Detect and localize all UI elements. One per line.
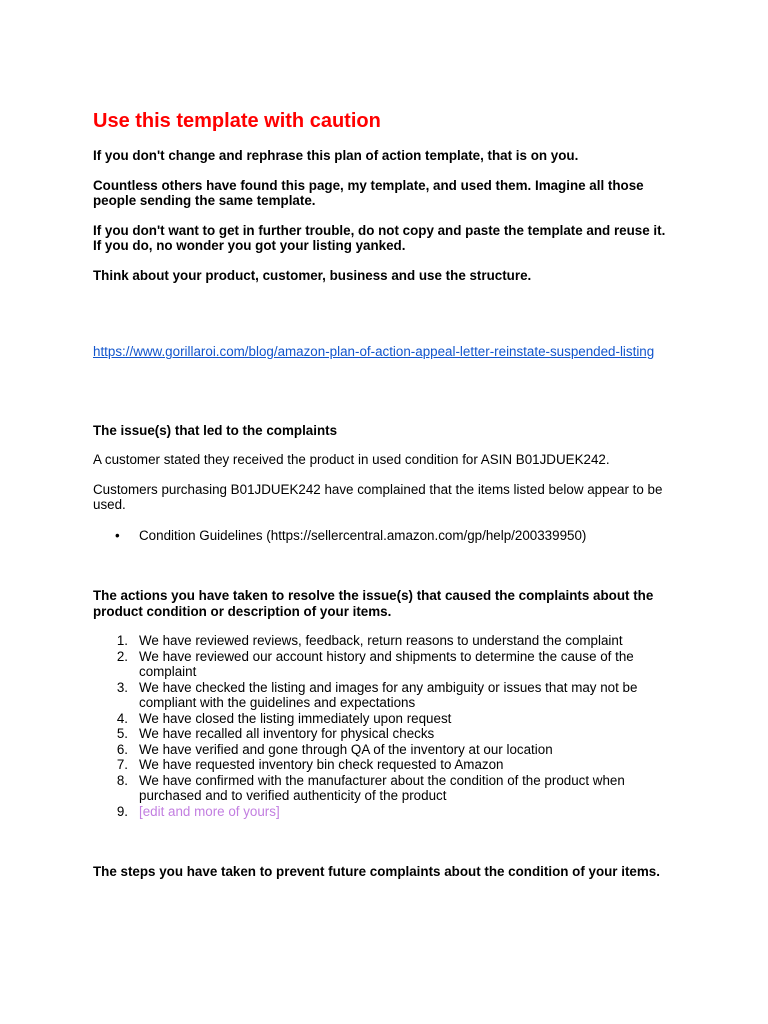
list-item-text: We have reviewed our account history and shipments to determine the cause of the complaint [139, 648, 634, 679]
bullet-marker: • [115, 527, 120, 543]
list-item-text: We have verified and gone through QA of the inventory at our location [139, 741, 553, 757]
guidelines-bullet-list [93, 528, 673, 544]
list-item [93, 804, 673, 820]
warning-paragraph: If you don't want to get in further trouble, do not copy and paste the template and reuse it. If you do, no wonder you got your listing yanked. [93, 222, 666, 253]
placeholder-text: [edit and more of yours] [139, 803, 280, 819]
warning-paragraph: If you don't change and rephrase this plan of action template, that is on you. [93, 148, 579, 163]
section-heading-issues: The issue(s) that led to the complaints [93, 422, 338, 438]
list-item [93, 773, 673, 804]
list-number: 1. [116, 633, 128, 648]
issue-paragraph: A customer stated they received the product in used condition for ASIN B01JDUEK242. [93, 452, 610, 467]
list-item-text: We have checked the listing and images for any ambiguity or issues that may not be compliant with the guidelines and expectations [139, 679, 638, 710]
warning-paragraph: Countless others have found this page, my template, and used them. Imagine all those people sending the same template. [93, 177, 644, 208]
list-number: 6. [116, 741, 128, 757]
page-title: Use this template with caution [93, 110, 381, 132]
list-item [93, 633, 673, 649]
actions-numbered-list [93, 633, 673, 819]
list-item [93, 711, 673, 727]
list-item [93, 726, 673, 742]
document-body [93, 108, 673, 880]
list-item-text: We have reviewed reviews, feedback, return reasons to understand the complaint [139, 633, 623, 648]
list-item-text: Condition Guidelines (https://sellercentral.amazon.com/gp/help/200339950) [139, 527, 587, 543]
list-item [93, 680, 673, 711]
list-item [93, 528, 673, 544]
section-heading-actions: The actions you have taken to resolve the issue(s) that caused the complaints about the product condition or description of your items. [93, 588, 654, 619]
section-heading-prevention: The steps you have taken to prevent future complaints about the condition of your items. [93, 864, 660, 879]
list-number: 5. [116, 726, 128, 741]
list-item [93, 757, 673, 773]
list-item-text: We have recalled all inventory for physical checks [139, 726, 435, 741]
list-number: 8. [116, 772, 128, 788]
list-item [93, 649, 673, 680]
list-number: 9. [116, 803, 128, 819]
list-item-text: We have closed the listing immediately upon request [139, 710, 452, 726]
list-number: 4. [116, 710, 128, 726]
list-number: 3. [116, 679, 128, 695]
blog-link-block [93, 344, 673, 360]
list-item-text: We have requested inventory bin check requested to Amazon [139, 757, 504, 772]
list-number: 7. [116, 757, 128, 772]
list-item-text: We have confirmed with the manufacturer about the condition of the product when purchased and to verified authenticity of the product [139, 772, 625, 803]
blog-link[interactable]: https://www.gorillaroi.com/blog/amazon-plan-of-action-appeal-letter-reinstate-suspended-listing [93, 344, 655, 359]
list-item [93, 742, 673, 758]
warning-paragraph: Think about your product, customer, business and use the structure. [93, 267, 532, 283]
list-number: 2. [116, 648, 128, 664]
issue-paragraph: Customers purchasing B01JDUEK242 have complained that the items listed below appear to be used. [93, 481, 663, 512]
